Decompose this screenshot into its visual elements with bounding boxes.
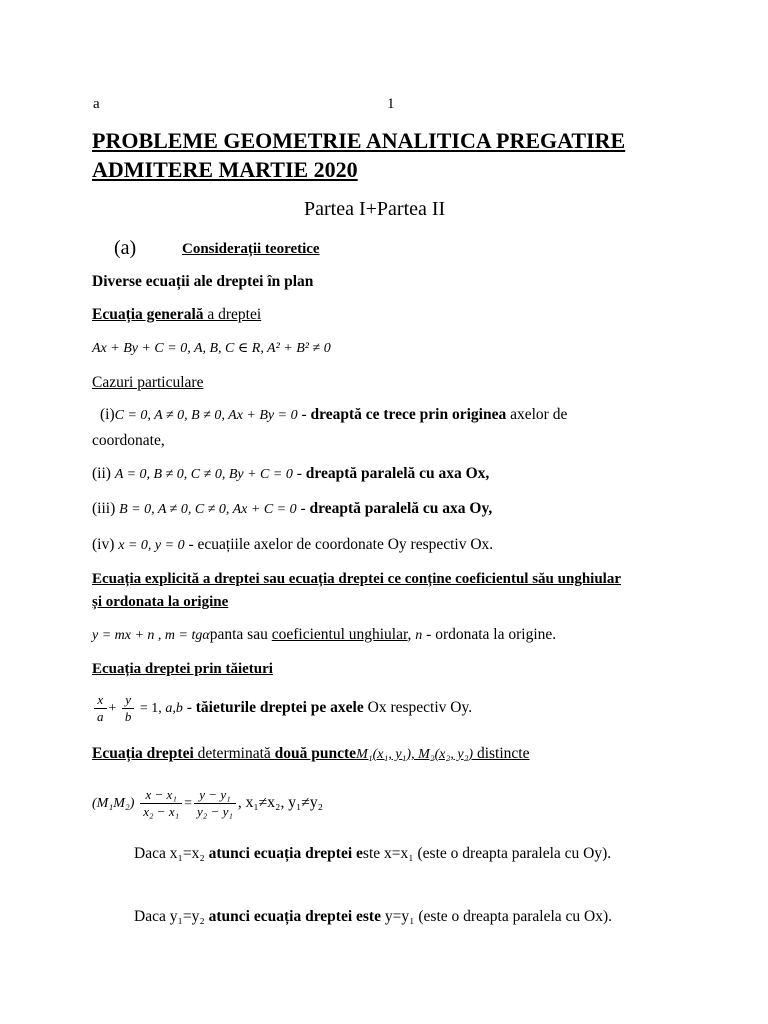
dp-label: (M₁M₂) bbox=[92, 796, 135, 812]
explicit-heading-line1: Ecuația explicită a dreptei sau ecuația dreptei ce conține coeficientul său unghiular bbox=[92, 571, 621, 587]
taieturi-formula-line bbox=[92, 692, 472, 725]
explicit-n-var: n bbox=[415, 628, 423, 643]
subtitle: Partea I+Partea II bbox=[304, 198, 446, 220]
case-i-dash: - bbox=[297, 406, 311, 423]
explicit-formula: y = mx + n , m = tgα bbox=[92, 628, 210, 643]
case-i bbox=[100, 406, 567, 424]
case-iv-rest: ecuațiile axelor de coordonate Oy respectiv Ox. bbox=[197, 536, 494, 553]
dp-cond: , x₁≠x₂, y₁≠y₂ bbox=[237, 794, 324, 812]
taieturi-dash: - bbox=[182, 699, 196, 717]
daca1-start: Daca x₁=x₂ bbox=[134, 845, 209, 862]
daca-line-1 bbox=[134, 845, 611, 863]
taieturi-bold: tăieturile dreptei pe axele bbox=[195, 699, 364, 717]
frac1-den: a bbox=[97, 709, 104, 724]
explicit-formula-line bbox=[92, 626, 556, 644]
taieturi-eq-end: = 1, bbox=[136, 701, 166, 717]
case-i-bold: dreaptă ce trece prin originea bbox=[310, 406, 507, 423]
case-iii-math: B = 0, A ≠ 0, C ≠ 0, Ax + C = 0 bbox=[119, 502, 297, 517]
case-iii-prefix: (iii) bbox=[92, 500, 116, 517]
dp-frac-2 bbox=[194, 787, 236, 820]
case-i-line2: coordonate, bbox=[92, 432, 165, 449]
dp-frac-1 bbox=[140, 787, 182, 820]
case-iv-dash: - bbox=[184, 536, 198, 553]
case-iii-bold: dreaptă paralelă cu axa Oy, bbox=[309, 500, 493, 517]
dp-heading-mid: determinată bbox=[193, 745, 275, 762]
document-title bbox=[92, 126, 692, 184]
case-i-prefix: (i) bbox=[100, 406, 115, 423]
dp-f2-num: y − y₁ bbox=[194, 787, 236, 804]
frac2-num: y bbox=[122, 692, 135, 709]
cazuri-heading: Cazuri particulare bbox=[92, 374, 204, 391]
dp-eq: = bbox=[184, 796, 193, 812]
dp-f2-den: y₂ − y₁ bbox=[197, 804, 233, 819]
taieturi-heading: Ecuația dreptei prin tăieturi bbox=[92, 661, 273, 677]
dp-heading-bold2: două puncte bbox=[274, 745, 357, 762]
taieturi-rest: Ox respectiv Oy. bbox=[363, 699, 473, 717]
doua-puncte-heading bbox=[92, 745, 530, 763]
case-ii-prefix: (ii) bbox=[92, 465, 111, 482]
daca-line-2 bbox=[134, 908, 612, 926]
frac2-den: b bbox=[124, 709, 132, 724]
daca1-bold: atunci ecuația dreptei e bbox=[208, 845, 363, 862]
case-ii-bold: dreaptă paralelă cu axa Ox, bbox=[305, 465, 490, 482]
case-ii-math: A = 0, B ≠ 0, C ≠ 0, By + C = 0 bbox=[114, 467, 293, 482]
dp-f1-den: x₂ − x₁ bbox=[143, 804, 180, 819]
explicit-text3: - ordonata la origine. bbox=[422, 626, 557, 643]
explicit-text-underlined: coeficientul unghiular bbox=[271, 626, 408, 643]
title-line-1: PROBLEME GEOMETRIE ANALITICA PREGATIRE bbox=[92, 128, 626, 153]
equations-heading: Diverse ecuații ale dreptei în plan bbox=[92, 273, 314, 290]
dp-heading-end: distincte bbox=[473, 745, 530, 762]
daca2-start: Daca y₁=y₂ bbox=[134, 908, 209, 925]
title-line-2: ADMITERE MARTIE 2020 bbox=[92, 157, 358, 182]
case-iv bbox=[92, 536, 493, 554]
dp-heading-bold1: Ecuația dreptei bbox=[92, 745, 194, 762]
taieturi-plus: + bbox=[108, 701, 120, 717]
daca2-bold: atunci ecuația dreptei este bbox=[208, 908, 381, 925]
case-i-math: C = 0, A ≠ 0, B ≠ 0, Ax + By = 0 bbox=[114, 408, 298, 423]
case-i-rest: axelor de bbox=[506, 406, 568, 423]
case-iii-dash: - bbox=[296, 500, 310, 517]
dp-f1-num: x − x₁ bbox=[140, 787, 182, 804]
frac1-num: x bbox=[94, 692, 107, 709]
taieturi-vars: a,b bbox=[165, 701, 183, 717]
general-heading-rest: a dreptei bbox=[203, 306, 262, 323]
explicit-heading-line2: și ordonata la origine bbox=[92, 594, 229, 610]
general-formula: Ax + By + C = 0, A, B, C ∈ R, A² + B² ≠ 0 bbox=[92, 341, 331, 356]
explicit-text2: , bbox=[407, 626, 416, 643]
section-marker: (a) bbox=[114, 237, 137, 259]
case-iii bbox=[92, 500, 492, 518]
daca2-rest: y=y₁ (este o dreapta paralela cu Ox). bbox=[380, 908, 613, 925]
section-title: Considerații teoretice bbox=[182, 241, 320, 257]
header-left: a bbox=[93, 96, 100, 112]
page-number: 1 bbox=[387, 96, 395, 112]
taieturi-frac-2 bbox=[122, 692, 135, 725]
case-ii-dash: - bbox=[292, 465, 306, 482]
doua-puncte-formula-line bbox=[92, 787, 323, 820]
general-heading-bold: Ecuația generală bbox=[92, 306, 204, 323]
daca1-rest: ste x=x₁ (este o dreapta paralela cu Oy). bbox=[362, 845, 612, 862]
general-heading bbox=[92, 306, 261, 324]
case-ii bbox=[92, 465, 489, 483]
case-iv-prefix: (iv) bbox=[92, 536, 115, 553]
taieturi-frac-1 bbox=[94, 692, 107, 725]
case-iv-math: x = 0, y = 0 bbox=[118, 538, 185, 553]
explicit-text1: panta sau bbox=[209, 626, 272, 643]
dp-heading-math: M₁(x₁, y₁), M₂(x₂, y₂) bbox=[356, 747, 474, 762]
